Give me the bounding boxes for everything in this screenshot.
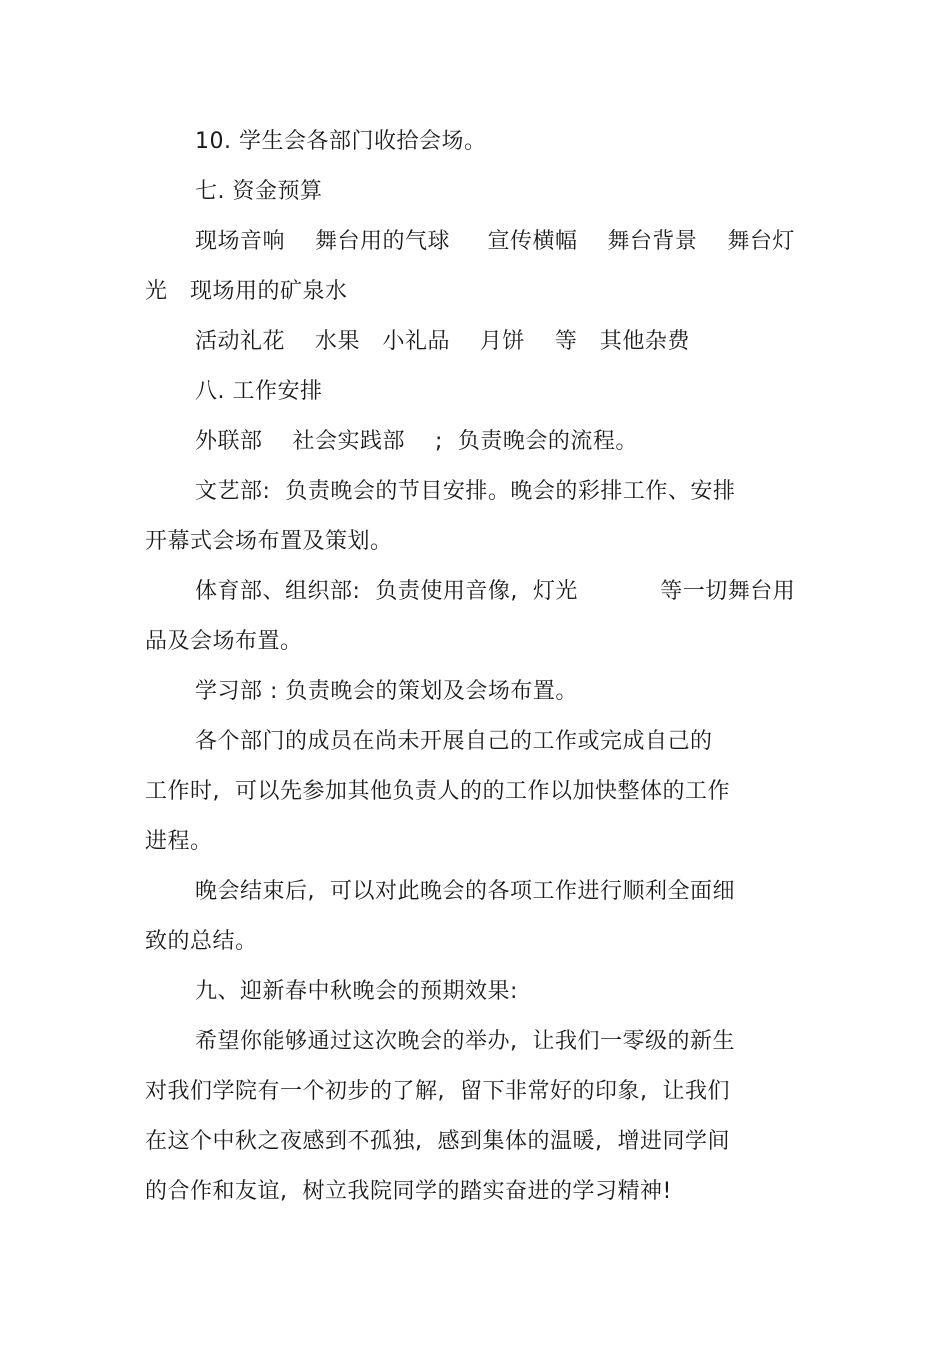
text-line: 体育部、组织部: 负责使用音像, 灯光 等一切舞台用: [195, 579, 796, 604]
section-heading: 八. 工作安排: [195, 379, 323, 404]
text-line: 希望你能够通过这次晚会的举办, 让我们一零级的新生: [195, 1029, 735, 1054]
text-line: 各个部门的成员在尚未开展自己的工作或完成自己的: [195, 729, 713, 754]
text-line: 10. 学生会各部门收拾会场。: [195, 129, 487, 154]
text-line: 活动礼花 水果 小礼品 月饼 等 其他杂费: [195, 329, 690, 354]
text-line: 在这个中秋之夜感到不孤独, 感到集体的温暖, 增进同学间: [145, 1129, 730, 1154]
text-line: 开幕式会场布置及策划。: [145, 529, 393, 554]
text-line: 工作时, 可以先参加其他负责人的的工作以加快整体的工作: [145, 779, 730, 804]
text-line: 外联部 社会实践部 ; 负责晚会的流程。: [195, 429, 638, 454]
text-line: 的合作和友谊, 树立我院同学的踏实奋进的学习精神!: [145, 1179, 672, 1204]
text-line: 对我们学院有一个初步的了解, 留下非常好的印象, 让我们: [145, 1079, 730, 1104]
text-line: 致的总结。: [145, 929, 258, 954]
text-line: 品及会场布置。: [145, 629, 303, 654]
text-line: 光 现场用的矿泉水: [145, 279, 348, 304]
text-line: 晚会结束后, 可以对此晚会的各项工作进行顺利全面细: [195, 879, 735, 904]
text-line: 现场音响 舞台用的气球 宣传横幅 舞台背景 舞台灯: [195, 229, 795, 254]
text-line: 进程。: [145, 829, 213, 854]
text-line: 文艺部: 负责晚会的节目安排。晚会的彩排工作、安排: [195, 479, 736, 504]
text-line: 学习部 : 负责晚会的策划及会场布置。: [195, 679, 578, 704]
section-heading: 七. 资金预算: [195, 179, 323, 204]
section-heading: 九、迎新春中秋晚会的预期效果:: [195, 979, 518, 1004]
